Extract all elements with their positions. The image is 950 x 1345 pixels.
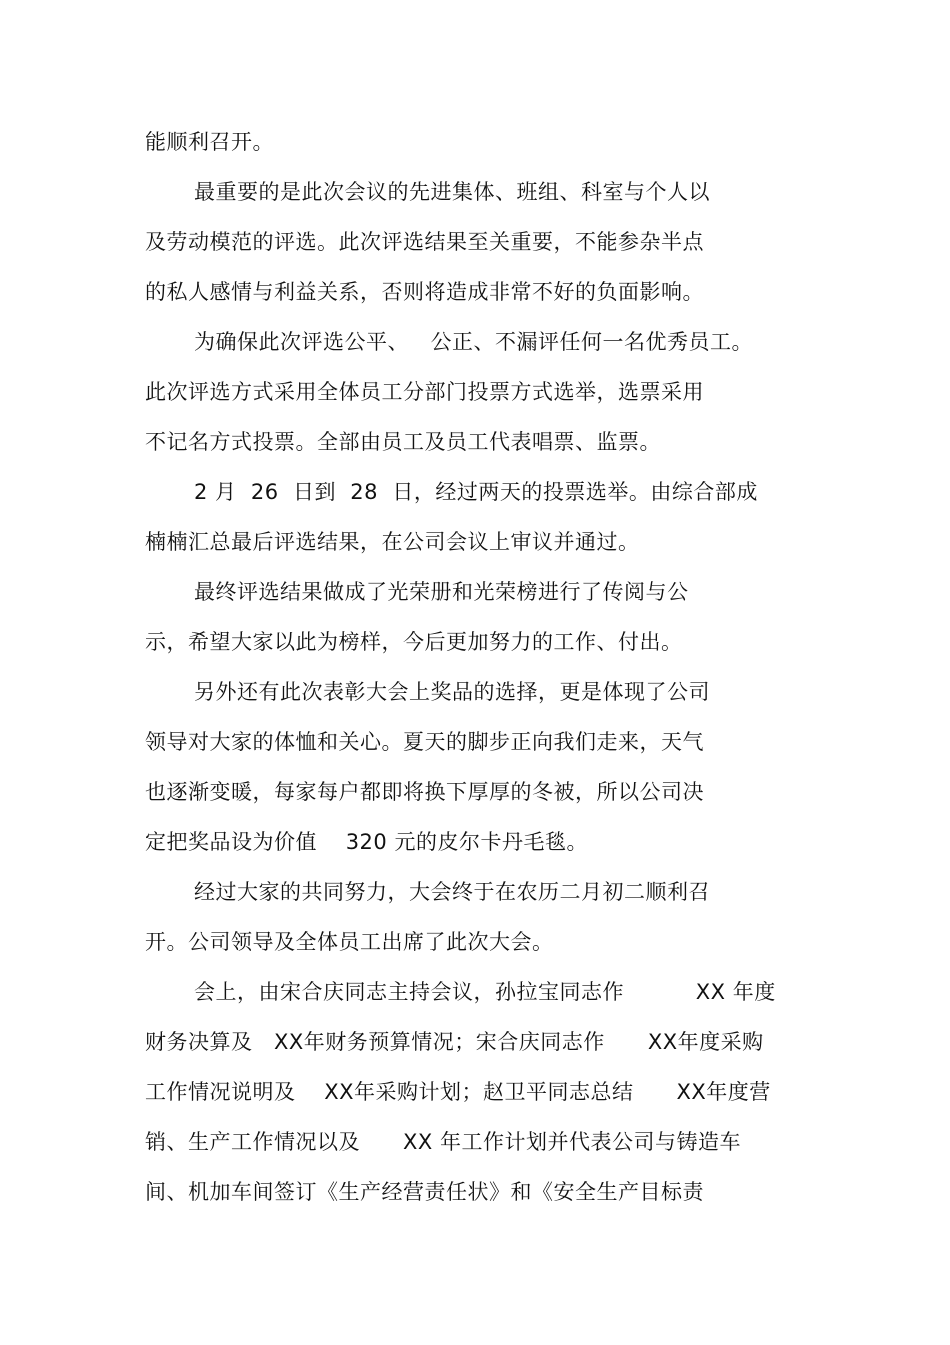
paragraph-first-line: 最重要的是此次会议的先进集体、班组、科室与个人以 bbox=[194, 180, 710, 204]
paragraph-first-line: 会上，由宋合庆同志主持会议，孙拉宝同志作 XX 年度 bbox=[194, 980, 776, 1004]
text-line: 领导对大家的体恤和关心。夏天的脚步正向我们走来，天气 bbox=[145, 730, 704, 754]
text-line: 财务决算及 XX年财务预算情况；宋合庆同志作 XX年度采购 bbox=[145, 1030, 764, 1054]
text-line: 能顺利召开。 bbox=[145, 130, 274, 154]
text-line: 销、生产工作情况以及 XX 年工作计划并代表公司与铸造车 bbox=[145, 1130, 741, 1154]
text-line: 示，希望大家以此为榜样，今后更加努力的工作、付出。 bbox=[145, 630, 683, 654]
text-line: 间、机加车间签订《生产经营责任状》和《安全生产目标责 bbox=[145, 1180, 704, 1204]
text-line: 定把奖品设为价值 320 元的皮尔卡丹毛毯。 bbox=[145, 830, 588, 854]
text-line: 楠楠汇总最后评选结果，在公司会议上审议并通过。 bbox=[145, 530, 640, 554]
text-line: 也逐渐变暖，每家每户都即将换下厚厚的冬被，所以公司决 bbox=[145, 780, 704, 804]
text-line: 不记名方式投票。全部由员工及员工代表唱票、监票。 bbox=[145, 430, 661, 454]
paragraph-first-line: 经过大家的共同努力，大会终于在农历二月初二顺利召 bbox=[194, 880, 710, 904]
paragraph-first-line: 另外还有此次表彰大会上奖品的选择，更是体现了公司 bbox=[194, 680, 710, 704]
text-line: 及劳动模范的评选。此次评选结果至关重要，不能参杂半点 bbox=[145, 230, 704, 254]
paragraph-first-line: 为确保此次评选公平、 公正、不漏评任何一名优秀员工。 bbox=[194, 330, 754, 354]
paragraph-first-line: 最终评选结果做成了光荣册和光荣榜进行了传阅与公 bbox=[194, 580, 689, 604]
text-line: 工作情况说明及 XX年采购计划；赵卫平同志总结 XX年度营 bbox=[145, 1080, 771, 1104]
text-line: 开。公司领导及全体员工出席了此次大会。 bbox=[145, 930, 554, 954]
paragraph-first-line: 2 月 26 日到 28 日，经过两天的投票选举。由综合部成 bbox=[194, 480, 758, 504]
text-line: 此次评选方式采用全体员工分部门投票方式选举，选票采用 bbox=[145, 380, 704, 404]
text-line: 的私人感情与利益关系，否则将造成非常不好的负面影响。 bbox=[145, 280, 704, 304]
